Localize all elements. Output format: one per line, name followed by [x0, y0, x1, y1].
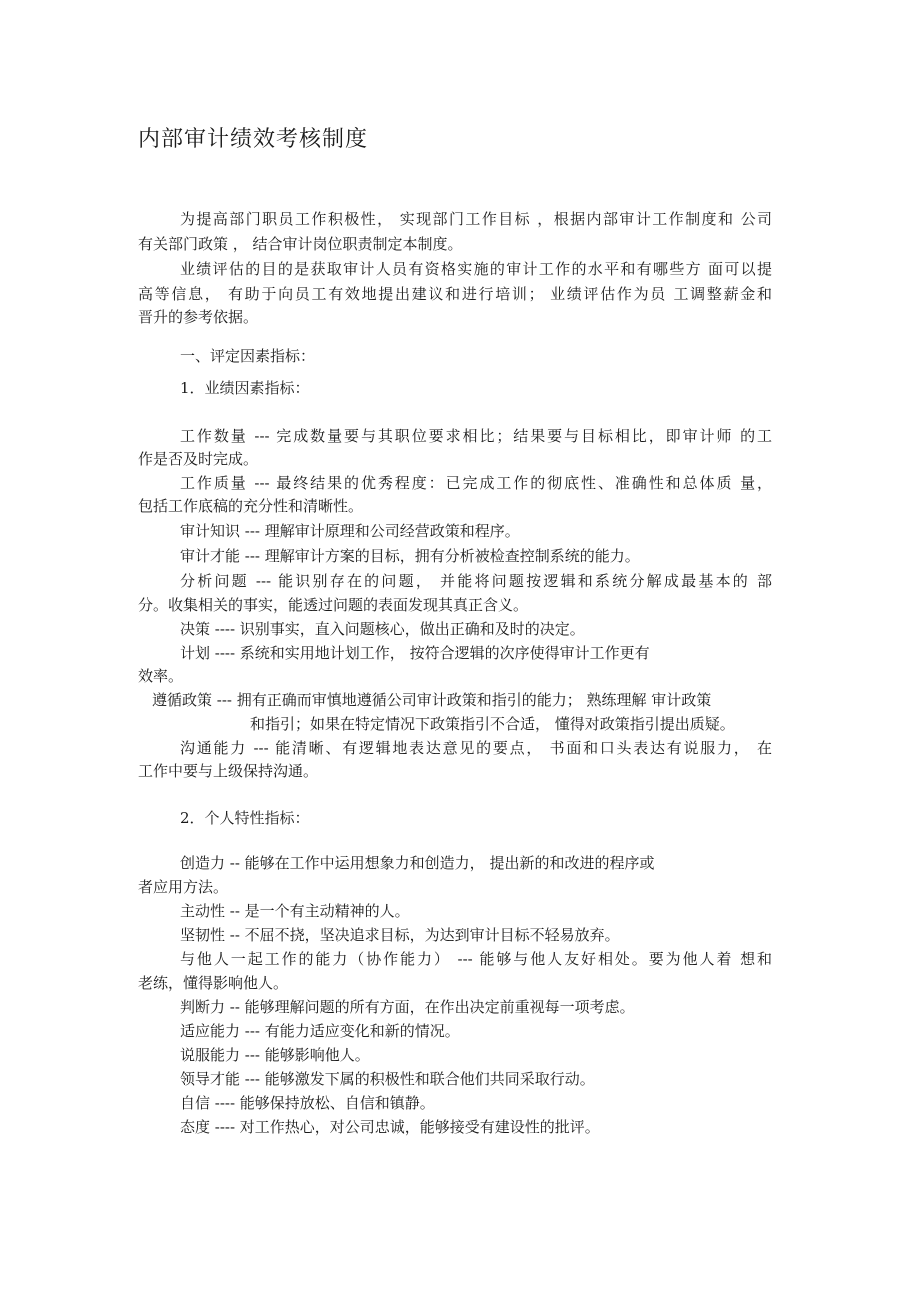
- perf-line-7: 分析问题 --- 能识别存在的问题， 并能将问题按逻辑和系统分解成最基本的 部: [180, 572, 772, 590]
- perf-line-2: 作是否及时完成。: [138, 450, 259, 468]
- perf-line-10: 计划 ---- 系统和实用地计划工作， 按符合逻辑的次序使得审计工作更有: [180, 644, 650, 662]
- perf-line-1: 工作数量 --- 完成数量要与其职位要求相比；结果要与目标相比，即审计师 的工: [180, 427, 772, 445]
- subsection-heading-2: 2．个人特性指标：: [180, 809, 310, 827]
- personal-line-10: 领导才能 --- 能够激发下属的积极性和联合他们共同采取行动。: [180, 1070, 595, 1088]
- personal-line-9: 说服能力 --- 能够影响他人。: [180, 1046, 370, 1064]
- perf-line-12: 遵循政策 --- 拥有正确而审慎地遵循公司审计政策和指引的能力； 熟练理解 审计政策: [152, 691, 712, 709]
- perf-line-15: 工作中要与上级保持沟通。: [138, 762, 319, 780]
- perf-line-6: 审计才能 --- 理解审计方案的目标，拥有分析被检查控制系统的能力。: [180, 547, 640, 565]
- perf-line-4: 包括工作底稿的充分性和清晰性。: [138, 497, 364, 515]
- intro-line-4: 高等信息， 有助于向员工有效地提出建议和进行培训； 业绩评估作为员 工调整薪金和: [138, 285, 772, 303]
- document-title: 内部审计绩效考核制度: [138, 127, 369, 152]
- section-heading-1: 一、评定因素指标：: [180, 347, 316, 365]
- personal-line-7: 判断力 -- 能够理解问题的所有方面，在作出决定前重视每一项考虑。: [180, 998, 635, 1016]
- personal-line-1: 创造力 -- 能够在工作中运用想象力和创造力， 提出新的和改进的程序或: [180, 854, 655, 872]
- perf-line-8: 分。收集相关的事实，能透过问题的表面发现其真正含义。: [138, 596, 529, 614]
- perf-line-3: 工作质量 --- 最终结果的优秀程度：已完成工作的彻底性、准确性和总体质 量，: [180, 474, 772, 492]
- perf-line-11: 效率。: [138, 667, 184, 685]
- perf-line-14: 沟通能力 --- 能清晰、有逻辑地表达意见的要点， 书面和口头表达有说服力， 在: [180, 739, 772, 757]
- personal-line-5: 与他人一起工作的能力（协作能力） --- 能够与他人友好相处。要为他人着 想和: [180, 950, 772, 968]
- intro-line-1: 为提高部门职员工作积极性， 实现部门工作目标 ，根据内部审计工作制度和 公司: [180, 210, 772, 228]
- personal-line-11: 自信 ---- 能够保持放松、自信和镇静。: [180, 1094, 435, 1112]
- perf-line-5: 审计知识 --- 理解审计原理和公司经营政策和程序。: [180, 522, 520, 540]
- personal-line-4: 坚韧性 -- 不屈不挠，坚决追求目标，为达到审计目标不轻易放弃。: [180, 926, 620, 944]
- intro-line-2: 有关部门政策 ， 结合审计岗位职责制定本制度。: [138, 235, 463, 253]
- personal-line-12: 态度 ---- 对工作热心，对公司忠诚，能够接受有建设性的批评。: [180, 1118, 600, 1136]
- perf-line-9: 决策 ---- 识别事实，直入问题核心，做出正确和及时的决定。: [180, 620, 585, 638]
- intro-line-5: 晋升的参考依据。: [138, 308, 259, 326]
- intro-line-3: 业绩评估的目的是获取审计人员有资格实施的审计工作的水平和有哪些方 面可以提: [180, 260, 772, 278]
- perf-line-13: 和指引；如果在特定情况下政策指引不合适， 懂得对政策指引提出质疑。: [250, 715, 735, 733]
- subsection-heading-1: 1．业绩因素指标：: [180, 379, 310, 397]
- personal-line-2: 者应用方法。: [138, 878, 229, 896]
- personal-line-8: 适应能力 --- 有能力适应变化和新的情况。: [180, 1022, 460, 1040]
- personal-line-3: 主动性 -- 是一个有主动精神的人。: [180, 902, 410, 920]
- personal-line-6: 老练，懂得影响他人。: [138, 974, 289, 992]
